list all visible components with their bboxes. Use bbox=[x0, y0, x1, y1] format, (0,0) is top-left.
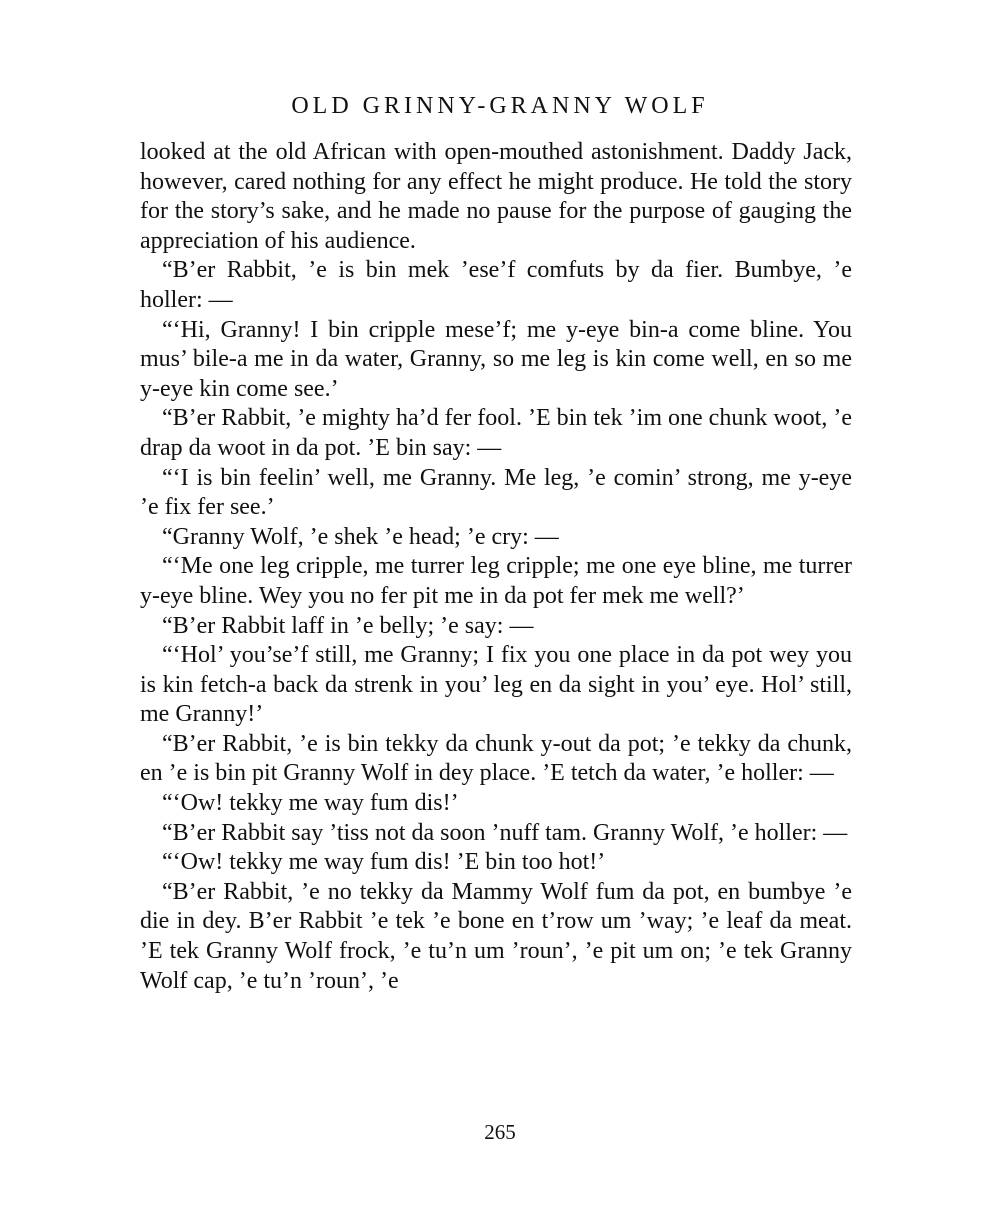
paragraph: “B’er Rabbit, ’e mighty ha’d fer fool. ’E bin tek ’im one chunk woot, ’e drap da woot in da pot. ’E bin say: — bbox=[140, 405, 852, 461]
paragraph: “B’er Rabbit, ’e is bin tekky da chunk y-out da pot; ’e tekky da chunk, en ’e is bin pit Granny Wolf in dey place. ’E tetch da water, ’e holler: — bbox=[140, 730, 852, 787]
paragraph: “‘I is bin feelin’ well, me Granny. Me leg, ’e comin’ strong, me y-eye ’e fix fer see.’ bbox=[140, 464, 852, 521]
paragraph: “‘Hol’ you’se’f still, me Granny; I fix you one place in da pot wey you is kin fetch-a back da strenk in you’ leg en da sight in you’ eye. Hol’ still, me Granny!’ bbox=[140, 642, 852, 728]
paragraph: “‘Me one leg cripple, me turrer leg cripple; me one eye bline, me turrer y-eye bline. Wey you no fer pit me in da pot fer mek me well?’ bbox=[140, 553, 852, 609]
body-text bbox=[140, 138, 852, 996]
paragraph: “B’er Rabbit laff in ’e belly; ’e say: — bbox=[162, 612, 534, 639]
paragraph: “‘Ow! tekky me way fum dis! ’E bin too hot!’ bbox=[162, 849, 606, 876]
paragraph: “‘Ow! tekky me way fum dis!’ bbox=[162, 790, 459, 817]
paragraph: “‘Hi, Granny! I bin cripple mese’f; me y-eye bin-a come bline. You mus’ bile-a me in da water, Granny, so me leg is kin come well, en so me y-eye kin come see.’ bbox=[140, 316, 852, 402]
paragraph: “Granny Wolf, ’e shek ’e head; ’e cry: — bbox=[162, 523, 559, 550]
page-number: 265 bbox=[484, 1120, 516, 1144]
paragraph: “B’er Rabbit, ’e is bin mek ’ese’f comfuts by da fier. Bumbye, ’e holler: — bbox=[140, 257, 852, 313]
paragraph: “B’er Rabbit, ’e no tekky da Mammy Wolf fum da pot, en bumbye ’e die in dey. B’er Rabbit ’e tek ’e bone en t’row um ’way; ’e leaf da meat. ’E tek Granny Wolf frock, ’e tu’n um ’roun’, ’e pit um on; ’e tek Granny Wolf cap, ’e tu’n ’roun’, ’e bbox=[140, 878, 852, 994]
running-title: OLD GRINNY-GRANNY WOLF bbox=[291, 93, 709, 119]
paragraph: “B’er Rabbit say ’tiss not da soon ’nuff tam. Granny Wolf, ’e holler: — bbox=[162, 819, 848, 846]
paragraph: looked at the old African with open-mouthed astonishment. Daddy Jack, however, cared nothing for any effect he might produce. He told the story for the story’s sake, and he made no pause for the purpose of gauging the appreciation of his audience. bbox=[140, 139, 852, 254]
